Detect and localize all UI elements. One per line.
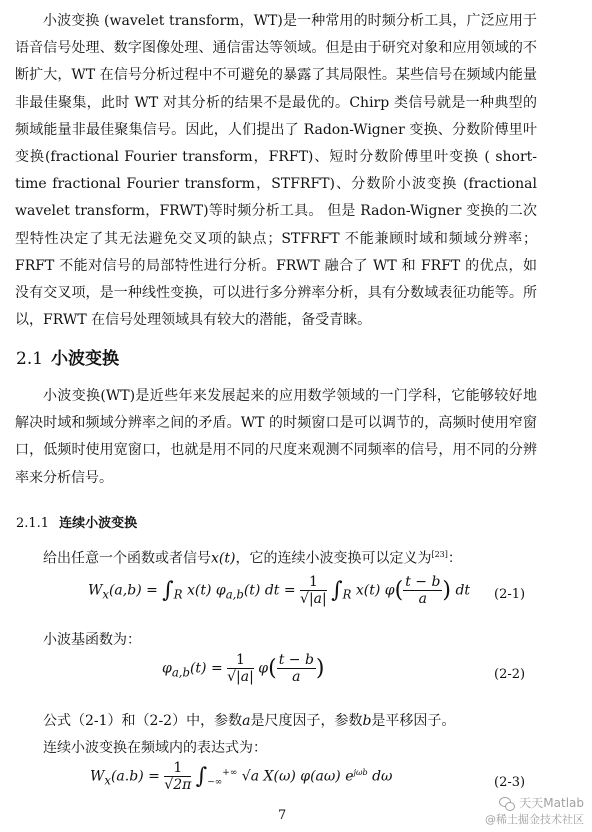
intro-paragraph: 小波变换 (wavelet transform，WT)是一种常用的时频分析工具，广泛应用于语音信号处理、数字图像处理、通信雷达等领域。但是由于研究对象和应用领域的不断扩大，WT 在信号分析过程中不可避免的暴露了其局限性。某些信号在频域内能量非最佳聚集，此时 WT 对其分析的结果不是最优的。Chirp 类信号就是一种典型的频域能量非最佳聚集信号。因此，人们提出了 Radon-Wigner 变换、分数阶傅里叶变换(fractional Fourier transform，FRFT)、短时分数阶傅里叶变换 ( short-time fractional Fourier transform，STFRFT)、分数阶小波变换 (fractional wavelet transform，FRWT)等时频分析工具。 但是 Radon-Wigner 变换的二次型特性决定了其无法避免交叉项的缺点；STFRFT 不能兼顾时域和频域分辨率；FRFT 不能对信号的局部特性进行分析。FRWT 融合了 WT 和 FRFT 的优点，如没有交叉项，是一种线性变换，可以进行多分辨率分析，具有分数域表征功能等。所以，FRWT 在信号处理领域具有较大的潜能，备受青睐。 — [15, 13, 537, 329]
section-number: 2.1 — [16, 349, 44, 369]
definition-tail: ，它的连续小波变换可以定义为 — [235, 550, 432, 567]
equation-label-2-2: (2-2) — [494, 667, 526, 682]
citation: [23] — [431, 550, 448, 559]
parameter-text-b: 是尺度因子，参数 — [250, 713, 363, 729]
section-title: 小波变换 — [51, 349, 120, 369]
watermark-line-1 — [499, 794, 584, 811]
section-heading-2-1-1 — [16, 512, 137, 531]
equation-label-2-1: (2-1) — [494, 587, 526, 602]
equation-2-1: $W_x(a,b) = \int_R$ x(t) $\varphi_{a,b}(t)$ dt = $\frac{1}{√|a|}$ $\int_R$ x(t) φ( $\frac{t - b}{a}$ ) dt — [88, 574, 471, 607]
wechat-icon — [499, 797, 515, 811]
parameter-text-c: 是平移因子。 — [371, 713, 456, 729]
parameter-line — [43, 711, 455, 731]
param-b: b — [362, 713, 372, 729]
param-a: a — [242, 713, 251, 729]
signal-symbol: x(t) — [211, 550, 236, 567]
equation-2-3: $W_x(a.b)$ = $\frac{1}{√2\pi}$ $\int_{-\infty}^{+\infty}$ √a X(ω) φ(aω) $e^{j\omega b}$ dω — [90, 760, 393, 793]
watermark-account: 天天Matlab — [519, 796, 584, 810]
equation-label-2-3: (2-3) — [494, 775, 526, 790]
equation-2-2: $\varphi_{a,b}(t)$ = $\frac{1}{√|a|}$ φ( $\frac{t - b}{a}$ ) — [162, 652, 325, 685]
basis-line: 小波基函数为： — [43, 632, 141, 648]
page-number: 7 — [278, 808, 287, 823]
definition-end: ： — [447, 550, 462, 567]
definition-text: 给出任意一个函数或者信号 — [43, 550, 211, 567]
watermark-line-2: @稀土掘金技术社区 — [485, 813, 584, 826]
subsection-title: 连续小波变换 — [59, 516, 138, 531]
section-2-1-paragraph: 小波变换(WT)是近些年来发展起来的应用数学领域的一门学科，它能够较好地解决时域和频域分辨率之间的矛盾。WT 的时频窗口是可以调节的，高频时使用窄窗口，低频时使用宽窗口，也就是用不同的尺度来观测不同频率的信号，用不同的分辨率来分析信号。 — [15, 388, 537, 486]
parameter-text-a: 公式（2-1）和（2-2）中，参数 — [43, 713, 243, 729]
subsection-number: 2.1.1 — [16, 516, 50, 531]
definition-line — [43, 545, 462, 569]
section-heading-2-1 — [16, 344, 119, 369]
frequency-domain-line: 连续小波变换在频域内的表达式为： — [43, 740, 267, 756]
